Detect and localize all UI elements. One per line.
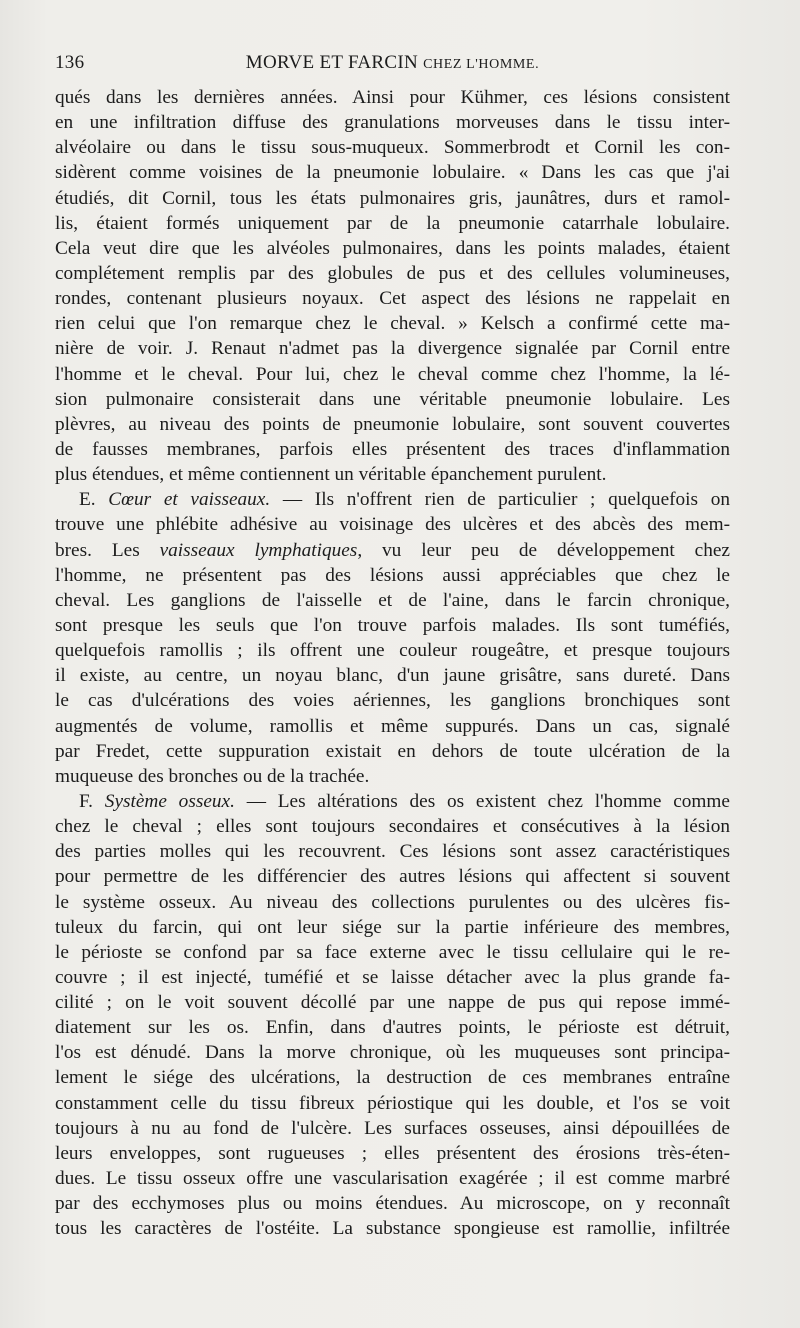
running-title-main: MORVE ET FARCIN: [245, 52, 419, 73]
text-line: leurs enveloppes, sont rugueuses ; elles présentent des érosions très-éten-: [55, 1142, 730, 1164]
text-line: plèvres, au niveau des points de pneumonie lobulaire, sont souvent couvertes: [55, 413, 730, 435]
text-line: par des ecchymoses plus ou moins étendues. Au microscope, on y reconnaît: [55, 1193, 730, 1215]
text-line: rondes, contenant plusieurs noyaux. Cet aspect des lésions ne rappelait en: [55, 288, 730, 310]
text-line: couvre ; il est injecté, tuméfié et se laisse détacher avec la plus grande fa-: [55, 966, 730, 988]
lymph-italic: vaisseaux lymphatiques: [159, 539, 358, 561]
text-line: des parties molles qui les recouvrent. Ces lésions sont assez caractéristiques: [55, 841, 730, 863]
text-line: de fausses membranes, parfois elles présentent des traces d'inflammation: [55, 438, 730, 460]
text-line: lement le siége des ulcérations, la destruction de ces membranes entraîne: [55, 1067, 730, 1089]
text-line: sont presque les seuls que l'on trouve parfois malades. Ils sont tuméfiés,: [55, 614, 730, 636]
text-line: lis, étaient formés uniquement par de la pneumonie catarrhale lobulaire.: [55, 212, 730, 234]
text-line: sion pulmonaire consisterait dans une véritable pneumonie lobulaire. Les: [55, 388, 730, 410]
running-title-small: CHEZ L'HOMME.: [423, 57, 540, 72]
text-line: le cas d'ulcérations des voies aériennes, les ganglions bronchiques sont: [55, 690, 730, 712]
section-f-line: [55, 789, 730, 814]
section-f-heading: Système osseux.: [104, 790, 235, 812]
text-line: sidèrent comme voisines de la pneumonie lobulaire. « Dans les cas que j'ai: [55, 162, 730, 184]
text-line: l'os est dénudé. Dans la morve chronique, où les muqueuses sont principa-: [55, 1042, 730, 1064]
text-line: tuleux du farcin, qui ont leur siége sur la partie inférieure des membres,: [55, 916, 730, 938]
section-e-letter: E.: [79, 489, 96, 511]
running-header: [55, 52, 730, 82]
section-f-rest: — Les altérations des os existent chez l'homme comme: [234, 790, 730, 812]
text-line: augmentés de volume, ramollis et même suppurés. Dans un cas, signalé: [55, 715, 730, 737]
running-title: [55, 52, 730, 74]
text-line: étudiés, dit Cornil, tous les états pulmonaires gris, jaunâtres, durs et ramol-: [55, 187, 730, 209]
text-line: alvéolaire ou dans le tissu sous-muqueux. Sommerbrodt et Cornil les con-: [55, 137, 730, 159]
text-line: cheval. Les ganglions de l'aisselle et de l'aine, dans le farcin chronique,: [55, 589, 730, 611]
text-line: le périoste se confond par sa face externe avec le tissu cellulaire qui le re-: [55, 941, 730, 963]
page-body: [55, 85, 730, 1241]
text-line: le système osseux. Au niveau des collections purulentes ou des ulcères fis-: [55, 891, 730, 913]
text-line: qués dans les dernières années. Ainsi pour Kühmer, ces lésions consistent: [55, 87, 730, 108]
lymph-line: [55, 538, 730, 563]
text-line: l'homme, ne présentent pas des lésions aussi appréciables que chez le: [55, 564, 730, 586]
text-line: diatement sur les os. Enfin, dans d'autres points, le périoste est détruit,: [55, 1017, 730, 1039]
text-line: il existe, au centre, un noyau blanc, d'un jaune grisâtre, sans dureté. Dans: [55, 665, 730, 687]
text-line: Cela veut dire que les alvéoles pulmonaires, dans les points malades, étaient: [55, 237, 730, 259]
section-e-rest: — Ils n'offrent rien de particulier ; quelquefois on: [270, 489, 730, 511]
text-line: cilité ; on le voit souvent décollé par une nappe de pus qui repose immé-: [55, 992, 730, 1014]
text-line: trouve une phlébite adhésive au voisinage des ulcères et des abcès des mem-: [55, 514, 730, 536]
page-number: 136: [55, 52, 85, 73]
lymph-after: , vu leur peu de développement chez: [357, 539, 730, 561]
text-line: muqueuse des bronches ou de la trachée.: [55, 765, 370, 787]
text-line: nière de voir. J. Renaut n'admet pas la divergence signalée par Cornil entre: [55, 338, 730, 360]
text-line: dues. Le tissu osseux offre une vascularisation exagérée ; il est comme marbré: [55, 1168, 730, 1190]
text-line: complétement remplis par des globules de pus et des cellules volumineuses,: [55, 262, 730, 284]
text-line: constamment celle du tissu fibreux périostique qui les double, et l'os se voit: [55, 1092, 730, 1114]
section-f-letter: F.: [79, 790, 93, 812]
text-line: toujours à nu au fond de l'ulcère. Les surfaces osseuses, ainsi dépouillées de: [55, 1117, 730, 1139]
lymph-before: bres. Les: [55, 539, 160, 561]
text-line: tous les caractères de l'ostéite. La substance spongieuse est ramollie, infiltrée: [55, 1218, 730, 1240]
text-line: plus étendues, et même contiennent un véritable épanchement purulent.: [55, 464, 607, 486]
section-e-line: [55, 487, 730, 512]
text-line: pour permettre de les différencier des autres lésions qui affectent si souvent: [55, 866, 730, 888]
text-line: quelquefois ramollis ; ils offrent une couleur rougeâtre, et presque toujours: [55, 640, 730, 662]
text-line: l'homme et le cheval. Pour lui, chez le cheval comme chez l'homme, la lé-: [55, 363, 730, 385]
text-line: par Fredet, cette suppuration existait en dehors de toute ulcération de la: [55, 740, 730, 762]
text-line: en une infiltration diffuse des granulations morveuses dans le tissu inter-: [55, 112, 730, 134]
section-e-heading: Cœur et vaisseaux.: [108, 489, 271, 511]
text-line: chez le cheval ; elles sont toujours secondaires et consécutives à la lésion: [55, 816, 730, 838]
text-line: rien celui que l'on remarque chez le cheval. » Kelsch a confirmé cette ma-: [55, 313, 730, 335]
